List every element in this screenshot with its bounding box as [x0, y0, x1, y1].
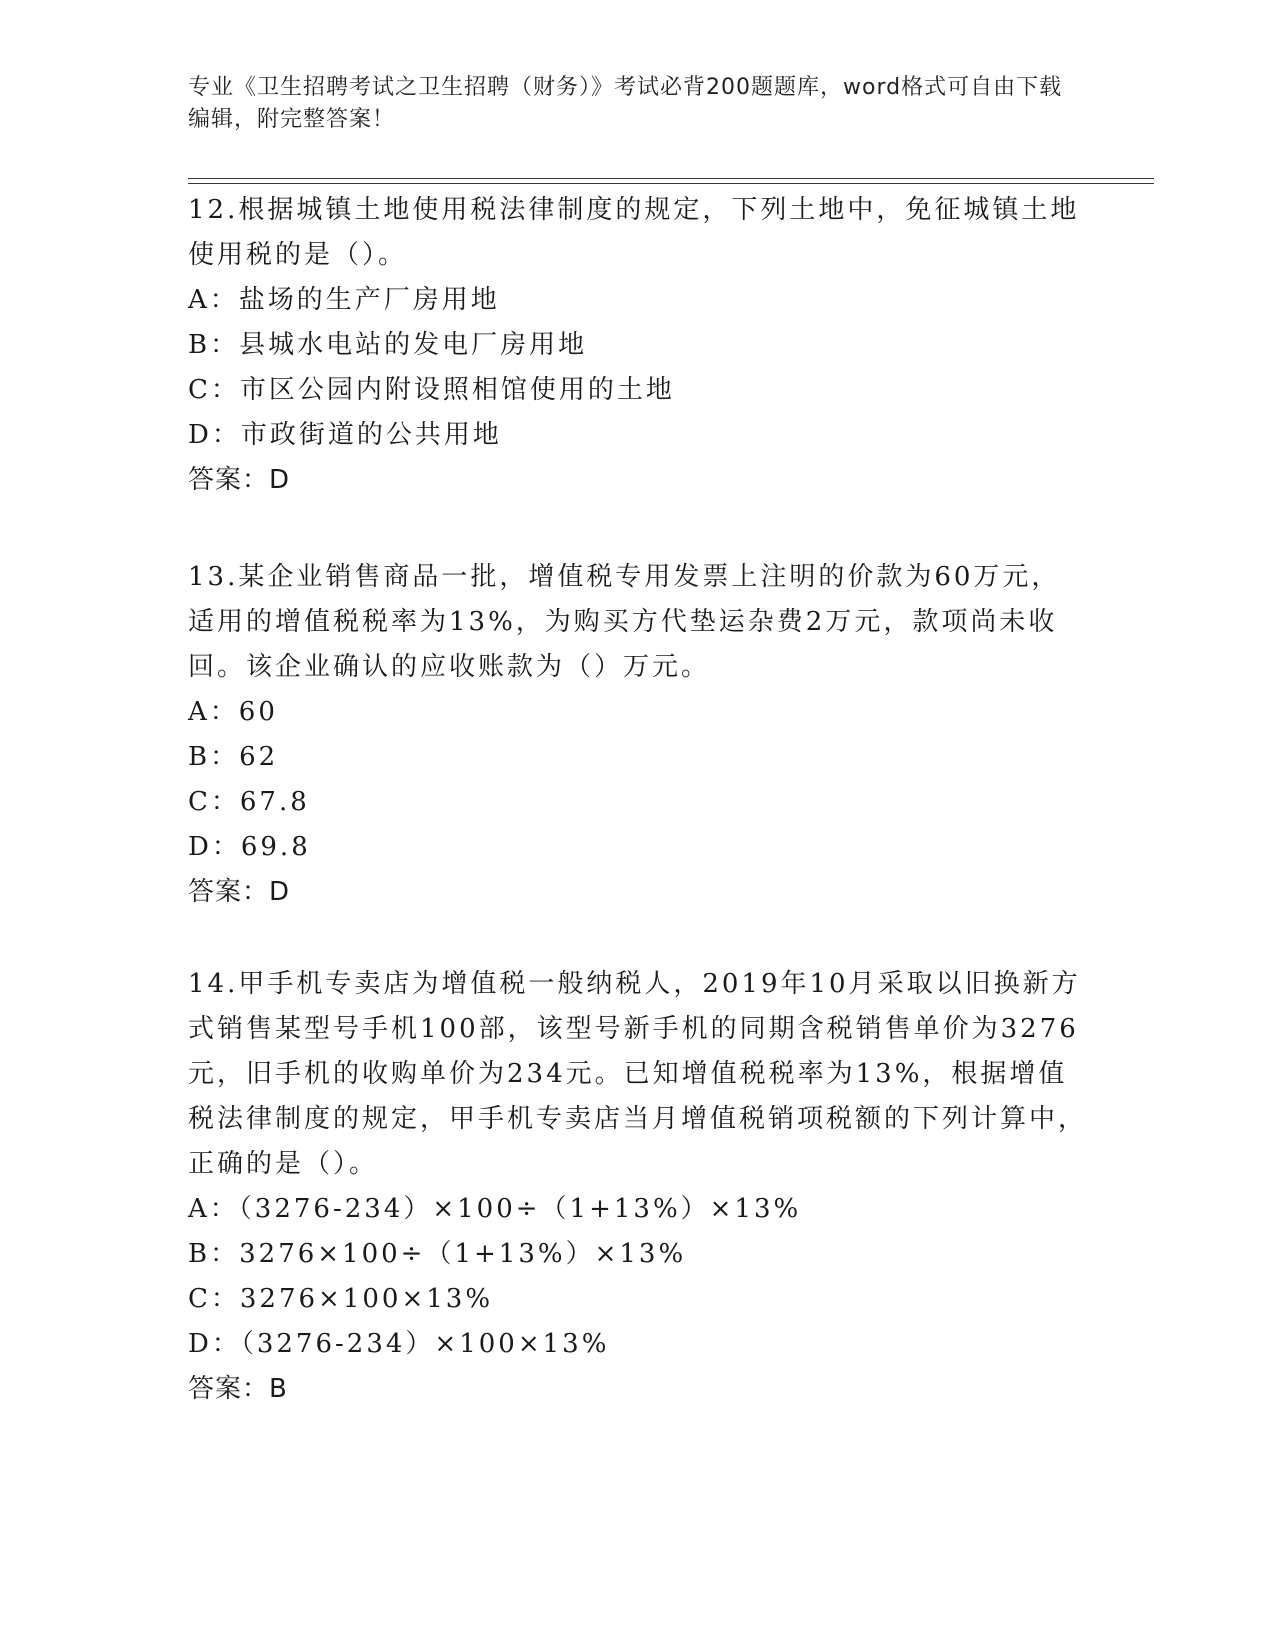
answer-line: 答案：D: [188, 877, 291, 907]
option-c: C：67.8: [188, 787, 310, 817]
answer-line: 答案：D: [188, 465, 291, 495]
question-14: [188, 962, 1088, 1412]
option-b: B：62: [188, 742, 279, 772]
header-divider-bottom: [188, 183, 1154, 184]
option-c: C：市区公园内附设照相馆使用的土地: [188, 375, 675, 405]
question-12: [188, 188, 1088, 503]
option-a: A：60: [188, 697, 278, 727]
question-stem: 12.根据城镇土地使用税法律制度的规定，下列土地中，免征城镇土地使用税的是（）。: [188, 195, 1080, 270]
question-13: [188, 555, 1088, 915]
option-c: C：3276×100×13%: [188, 1284, 494, 1314]
option-d: D：69.8: [188, 832, 311, 862]
option-b: B：3276×100÷（1+13%）×13%: [188, 1239, 687, 1269]
option-b: B：县城水电站的发电厂房用地: [188, 330, 588, 360]
option-d: D：市政街道的公共用地: [188, 420, 502, 450]
header-divider-top: [188, 178, 1154, 179]
option-a: A：盐场的生产厂房用地: [188, 285, 500, 315]
answer-line: 答案：B: [188, 1374, 288, 1404]
header-note: 专业《卫生招聘考试之卫生招聘（财务）》考试必背200题题库，word格式可自由下载编辑，附完整答案！: [188, 75, 1063, 132]
question-stem: 14.甲手机专卖店为增值税一般纳税人，2019年10月采取以旧换新方式销售某型号手机100部，该型号新手机的同期含税销售单价为3276元，旧手机的收购单价为234元。已知增值税税率为13%，根据增值税法律制度的规定，甲手机专卖店当月增值税销项税额的下列计算中，正确的是（）。: [188, 969, 1088, 1179]
question-stem: 13.某企业销售商品一批，增值税专用发票上注明的价款为60万元，适用的增值税税率为13%，为购买方代垫运杂费2万元，款项尚未收回。该企业确认的应收账款为（）万元。: [188, 562, 1061, 682]
option-d: D：（3276-234）×100×13%: [188, 1329, 610, 1359]
option-a: A：（3276-234）×100÷（1+13%）×13%: [188, 1194, 802, 1224]
